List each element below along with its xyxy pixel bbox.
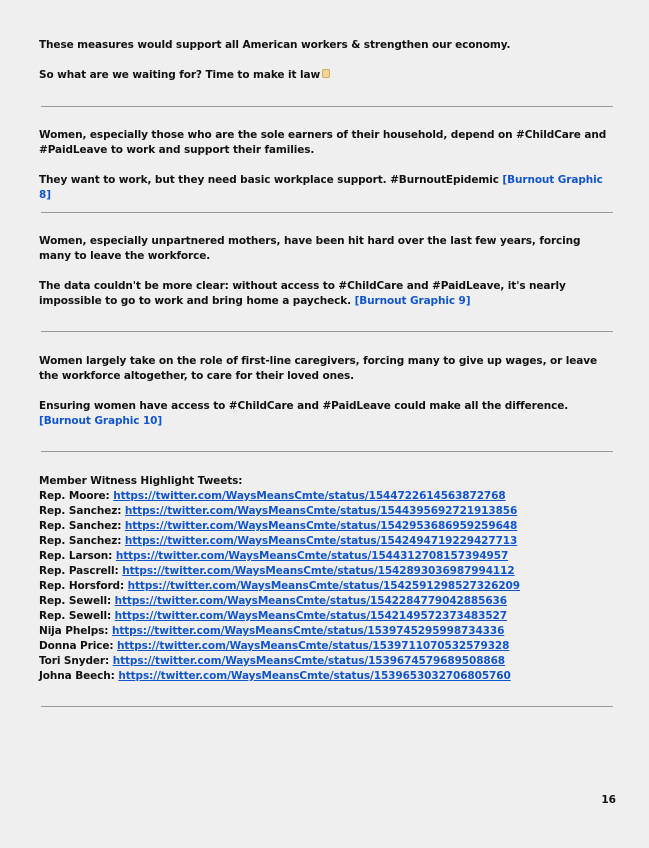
page-number: 16 — [601, 794, 616, 806]
tweet-member-name: Donna Price: — [39, 640, 114, 652]
tweet-row — [39, 609, 609, 624]
section-1-line-1: These measures would support all American workers & strengthen our economy. — [39, 39, 511, 51]
tweet-member-name: Rep. Sewell: — [39, 595, 112, 607]
divider — [41, 706, 613, 707]
tweets-section — [39, 474, 609, 684]
tweet-member-name: Rep. Sewell: — [39, 610, 112, 622]
tweet-link[interactable]: https://twitter.com/WaysMeansCmte/status/1544722614563872768 — [113, 490, 506, 502]
tweet-member-name: Rep. Moore: — [39, 490, 110, 502]
tweet-row — [39, 624, 609, 639]
tweet-row — [39, 669, 609, 684]
tweet-row — [39, 489, 609, 504]
tweet-member-name: Rep. Sanchez: — [39, 520, 122, 532]
section-4-para-2-text: Ensuring women have access to #ChildCare and #PaidLeave could make all the difference. — [39, 400, 569, 412]
tweet-row — [39, 594, 609, 609]
divider — [41, 451, 613, 452]
tweet-row — [39, 654, 609, 669]
section-1-line-2-text: So what are we waiting for? Time to make it law — [39, 69, 321, 81]
tweet-link[interactable]: https://twitter.com/WaysMeansCmte/status/1542149572373483527 — [114, 610, 507, 622]
divider — [41, 106, 613, 107]
tweet-member-name: Rep. Horsford: — [39, 580, 125, 592]
tweet-row — [39, 519, 609, 534]
tweet-link[interactable]: https://twitter.com/WaysMeansCmte/status/1542284779042885636 — [114, 595, 507, 607]
tweet-row — [39, 579, 609, 594]
tweet-link[interactable]: https://twitter.com/WaysMeansCmte/status/1544312708157394957 — [115, 550, 509, 562]
tweet-row — [39, 549, 609, 564]
section-3-para-1: Women, especially unpartnered mothers, have been hit hard over the last few years, forcing many to leave the workforce. — [39, 235, 581, 262]
tweet-row — [39, 639, 609, 654]
section-4-para-1: Women largely take on the role of first-line caregivers, forcing many to give up wages, or leave the workforce altogether, to care for their loved ones. — [39, 355, 598, 382]
tweet-row — [39, 504, 609, 519]
tweet-list — [39, 489, 609, 684]
section-2-para-1: Women, especially those who are the sole earners of their household, depend on #ChildCare and #PaidLeave to work and support their families. — [39, 129, 607, 156]
tweet-member-name: Rep. Pascrell: — [39, 565, 119, 577]
burnout-graphic-8-link[interactable]: [Burnout Graphic 8] — [39, 174, 603, 201]
tweet-link[interactable]: https://twitter.com/WaysMeansCmte/status/1539711070532579328 — [117, 640, 510, 652]
divider — [41, 331, 613, 332]
tweet-link[interactable]: https://twitter.com/WaysMeansCmte/status/1539674579689508868 — [112, 655, 506, 667]
section-3 — [39, 234, 609, 309]
tweet-member-name: Rep. Sanchez: — [39, 505, 122, 517]
tweet-link[interactable]: https://twitter.com/WaysMeansCmte/status/1542893036987994112 — [122, 565, 515, 577]
tweet-link[interactable]: https://twitter.com/WaysMeansCmte/status/1542494719229427713 — [124, 535, 518, 547]
divider — [41, 212, 613, 213]
tweet-member-name: Rep. Sanchez: — [39, 535, 122, 547]
tweet-link[interactable]: https://twitter.com/WaysMeansCmte/status/1539653032706805760 — [118, 670, 511, 682]
tweet-member-name: Tori Snyder: — [39, 655, 110, 667]
section-4-para-2 — [39, 399, 609, 429]
tweet-row — [39, 534, 609, 549]
section-1 — [39, 38, 609, 83]
section-2-para-2-text: They want to work, but they need basic workplace support. #BurnoutEpidemic — [39, 174, 499, 186]
section-3-para-2-text: The data couldn't be more clear: without access to #ChildCare and #PaidLeave, it's nearly impossible to go to work and bring home a paycheck. — [39, 280, 566, 307]
section-1-line-2 — [39, 68, 609, 83]
tweet-link[interactable]: https://twitter.com/WaysMeansCmte/status/1539745295998734336 — [111, 625, 505, 637]
tweet-link[interactable]: https://twitter.com/WaysMeansCmte/status/1542591298527326209 — [127, 580, 520, 592]
burnout-graphic-10-link[interactable]: [Burnout Graphic 10] — [39, 415, 163, 427]
tweets-heading: Member Witness Highlight Tweets: — [39, 475, 243, 487]
tweet-link[interactable]: https://twitter.com/WaysMeansCmte/status/1542953686959259648 — [124, 520, 518, 532]
tweet-member-name: Johna Beech: — [39, 670, 115, 682]
section-2-para-2 — [39, 173, 609, 203]
tweet-link[interactable]: https://twitter.com/WaysMeansCmte/status/1544395692721913856 — [124, 505, 518, 517]
tweet-row — [39, 564, 609, 579]
section-2 — [39, 128, 609, 203]
section-4 — [39, 354, 609, 429]
burnout-graphic-9-link[interactable]: [Burnout Graphic 9] — [354, 295, 471, 307]
tweet-member-name: Rep. Larson: — [39, 550, 113, 562]
section-3-para-2 — [39, 279, 609, 309]
scroll-emoji-icon — [321, 68, 331, 79]
tweet-member-name: Nija Phelps: — [39, 625, 109, 637]
